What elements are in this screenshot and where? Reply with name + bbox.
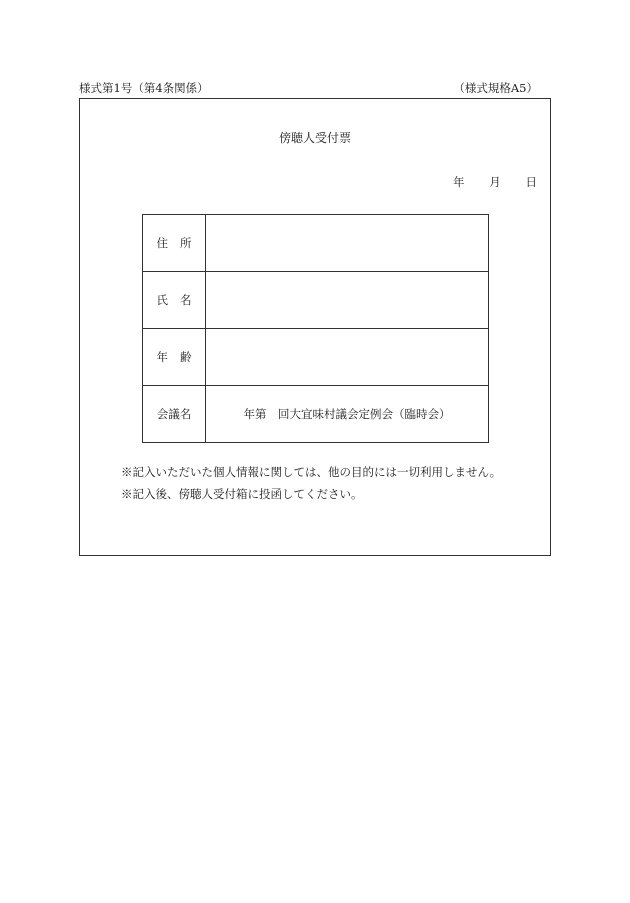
- name-field[interactable]: [206, 272, 489, 329]
- privacy-note: ※記入いただいた個人情報に関しては、他の目的には一切利用しません。: [121, 465, 502, 479]
- address-label: 住 所: [143, 215, 206, 272]
- size-spec: （様式規格A5）: [453, 81, 538, 95]
- date-year-label: 年: [453, 175, 465, 189]
- date-line: [453, 174, 537, 190]
- table-row: [143, 329, 489, 386]
- notes: [121, 461, 501, 505]
- address-field[interactable]: [206, 215, 489, 272]
- entry-table: [142, 214, 489, 443]
- age-field[interactable]: [206, 329, 489, 386]
- table-row: [143, 386, 489, 443]
- form-title: 傍聴人受付票: [278, 131, 351, 145]
- date-day-label: 日: [525, 175, 537, 189]
- table-row: [143, 215, 489, 272]
- date-month-label: 月: [489, 175, 501, 189]
- name-label: 氏 名: [143, 272, 206, 329]
- table-row: [143, 272, 489, 329]
- meeting-name-value: 年第 回大宜味村議会定例会（臨時会）: [206, 386, 489, 443]
- form-number: 様式第1号（第4条関係）: [79, 81, 209, 95]
- meeting-name-label: 会議名: [143, 386, 206, 443]
- submission-note: ※記入後、傍聴人受付箱に投函してください。: [121, 487, 363, 501]
- form-frame: [79, 98, 551, 556]
- age-label: 年 齢: [143, 329, 206, 386]
